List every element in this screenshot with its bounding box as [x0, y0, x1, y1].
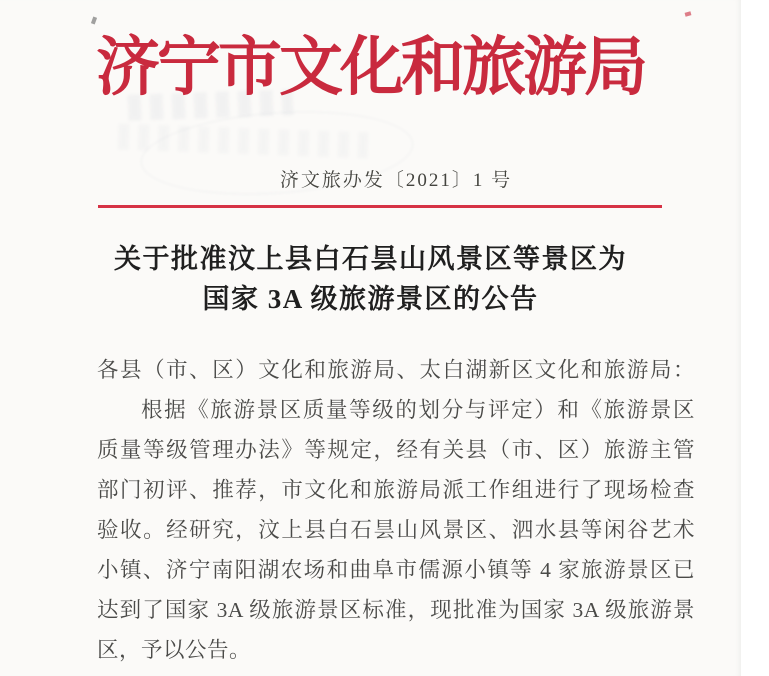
masthead-divider-rule	[98, 205, 662, 208]
body-text-line: 质量等级管理办法》等规定，经有关县（市、区）旅游主管	[97, 438, 695, 462]
document-reference-number: 济文旅办发〔2021〕1 号	[279, 170, 513, 191]
document-title-line-1: 关于批准汶上县白石昙山风景区等景区为	[114, 244, 627, 274]
body-text-line: 达到了国家 3A 级旅游景区标准，现批准为国家 3A 级旅游景	[97, 598, 695, 622]
body-text-line: 验收。经研究，汶上县白石昙山风景区、泗水县等闲谷艺术	[97, 518, 695, 542]
body-text-line: 小镇、济宁南阳湖农场和曲阜市儒源小镇等 4 家旅游景区已	[97, 558, 695, 582]
document-body	[97, 350, 695, 670]
body-salutation-line: 各县（市、区）文化和旅游局、太白湖新区文化和旅游局：	[97, 358, 695, 382]
body-text-line: 根据《旅游景区质量等级的划分与评定）和《旅游景区	[141, 398, 695, 422]
body-text-line: 区，予以公告。	[97, 638, 252, 662]
body-text-line: 部门初评、推荐，市文化和旅游局派工作组进行了现场检查	[97, 478, 695, 502]
document-title-line-2: 国家 3A 级旅游景区的公告	[202, 284, 539, 314]
agency-masthead: 济宁市文化和旅游局	[96, 32, 645, 103]
document-title	[0, 239, 741, 319]
